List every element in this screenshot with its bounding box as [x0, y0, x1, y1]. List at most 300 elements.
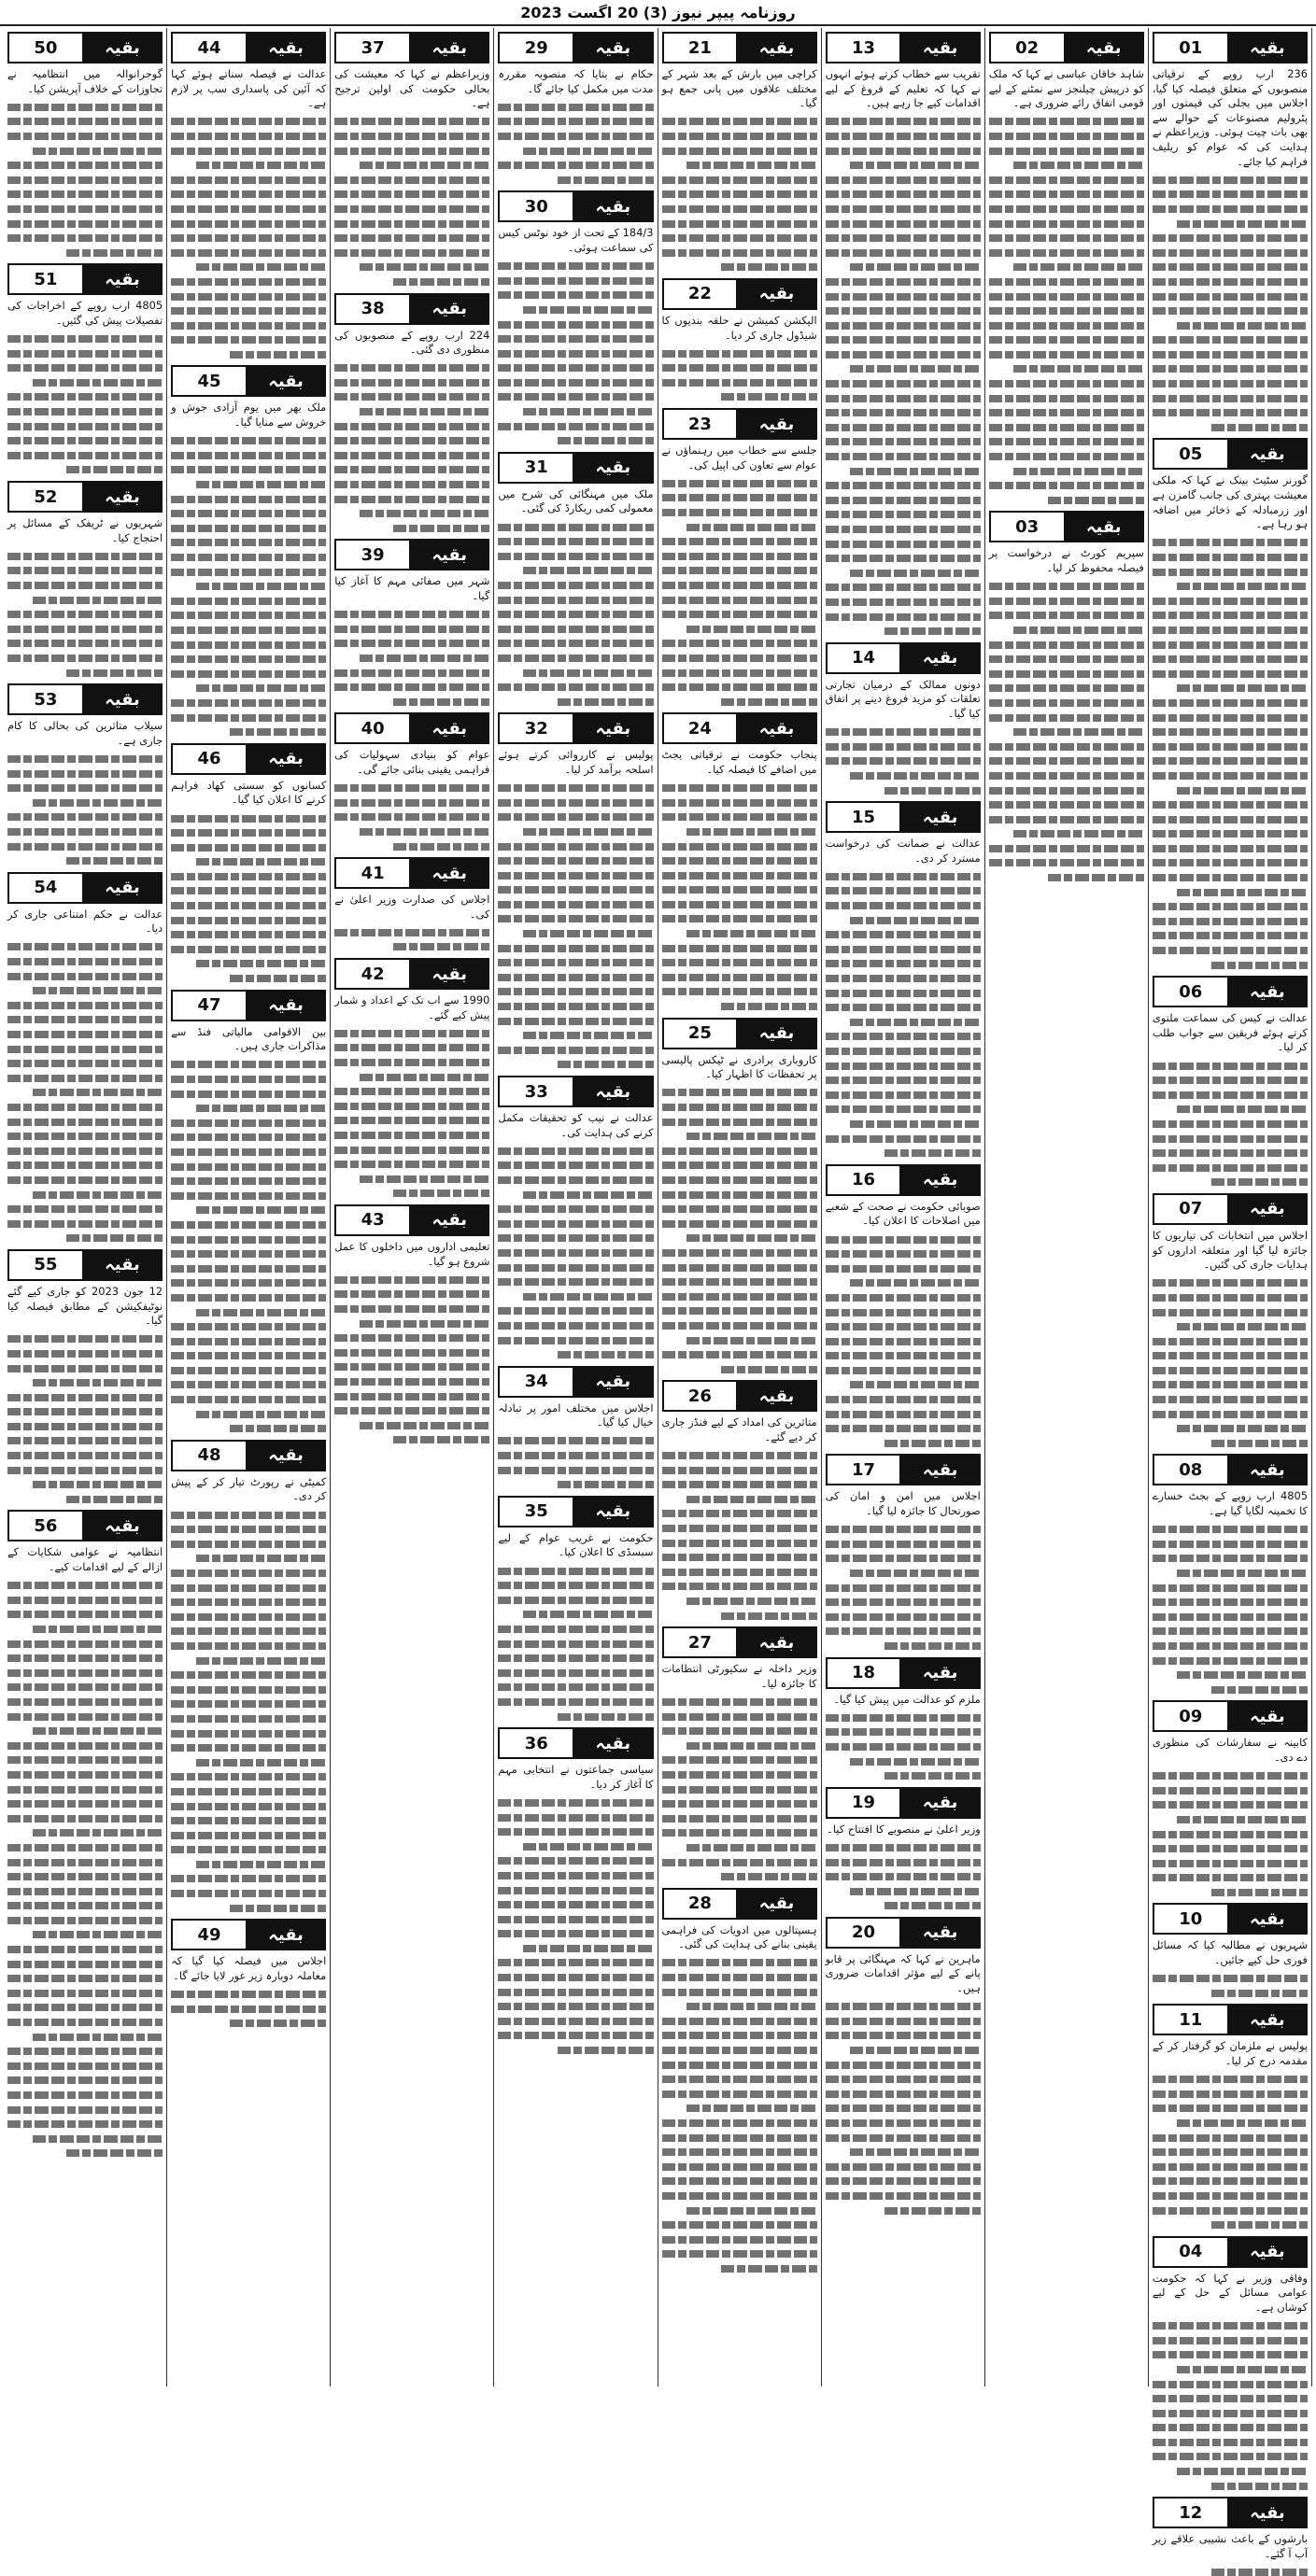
- text-line: [393, 943, 489, 950]
- text-line: [989, 336, 1144, 344]
- text-line: [662, 1205, 817, 1213]
- text-line: [7, 1859, 163, 1866]
- text-line: [826, 1396, 981, 1403]
- text-line: [498, 1278, 653, 1286]
- text-line: [884, 1642, 981, 1650]
- text-line: [498, 393, 653, 401]
- continued-label[interactable]: [498, 32, 653, 63]
- text-line: [498, 1249, 653, 1257]
- text-line: [7, 408, 163, 415]
- story-text: عدالت نے کیس کی سماعت ملتوی کرتے ہوئے فریقین سے جواب طلب کر لیا۔: [1152, 1011, 1308, 1054]
- continued-label[interactable]: [662, 1626, 817, 1658]
- text-line: [171, 322, 326, 330]
- text-line: [662, 2090, 817, 2098]
- text-line: [498, 1698, 653, 1706]
- text-line: [7, 813, 163, 821]
- continued-label[interactable]: [1153, 1193, 1308, 1225]
- text-lines: [498, 262, 653, 444]
- continued-story: [1153, 2497, 1308, 2576]
- text-line: [498, 1234, 653, 1242]
- text-line: [171, 829, 326, 837]
- text-line: [1153, 1526, 1308, 1533]
- text-line: [826, 1859, 981, 1866]
- text-line: [7, 393, 163, 401]
- continued-label[interactable]: [826, 32, 981, 63]
- story-text: پنجاب حکومت نے ترقیاتی بجٹ میں اضافے کا فیصلہ کیا۔: [661, 748, 817, 776]
- text-line: [662, 234, 817, 242]
- story-text: عدالت نے فیصلہ سناتے ہوئے کہا کہ آئین کی پاسداری سب پر لازم ہے۔: [171, 67, 327, 110]
- continued-label[interactable]: [662, 1888, 817, 1920]
- continued-label[interactable]: [1153, 1903, 1308, 1935]
- continued-word: بقیہ: [248, 1442, 324, 1470]
- text-line: [662, 350, 817, 358]
- continued-label[interactable]: [171, 1919, 326, 1950]
- text-line: [171, 234, 326, 242]
- text-line: [334, 190, 489, 198]
- text-line: [662, 1220, 817, 1228]
- continued-label[interactable]: [662, 32, 817, 63]
- story-text: سیلاب متاثرین کی بحالی کا کام جاری ہے۔: [7, 719, 163, 747]
- text-line: [171, 612, 326, 619]
- text-line: [171, 1671, 326, 1679]
- text-line: [1153, 380, 1308, 387]
- text-line: [7, 1654, 163, 1662]
- continued-number: 15: [828, 803, 902, 831]
- continued-story: [662, 32, 817, 271]
- text-line: [826, 220, 981, 228]
- continued-number: 47: [173, 992, 248, 1020]
- continued-label[interactable]: [1153, 976, 1308, 1007]
- story-text: بین الاقوامی مالیاتی فنڈ سے مذاکرات جاری ہیں۔: [171, 1024, 327, 1053]
- text-line: [662, 1698, 817, 1706]
- continued-label[interactable]: [334, 857, 489, 889]
- text-line: [1013, 626, 1144, 634]
- text-lines: [826, 1526, 981, 1650]
- text-line: [662, 249, 817, 257]
- continued-label[interactable]: [498, 190, 653, 222]
- continued-story: [7, 683, 163, 865]
- continued-word: بقیہ: [1229, 978, 1306, 1006]
- text-line: [498, 364, 653, 372]
- continued-label[interactable]: [7, 1249, 163, 1281]
- text-line: [498, 1857, 653, 1865]
- continued-label[interactable]: [1153, 1700, 1308, 1732]
- text-line: [989, 757, 1144, 765]
- text-line: [662, 1583, 817, 1590]
- text-line: [171, 510, 326, 517]
- continued-label[interactable]: [498, 1366, 653, 1398]
- text-line: [989, 220, 1144, 228]
- text-line: [850, 365, 981, 373]
- text-line: [826, 351, 981, 359]
- text-line: [498, 1669, 653, 1677]
- text-line: [826, 1048, 981, 1055]
- text-line: [1211, 1990, 1308, 1997]
- text-line: [662, 1569, 817, 1576]
- text-line: [523, 1032, 654, 1039]
- continued-number: 37: [336, 34, 411, 62]
- continued-story: [334, 857, 489, 950]
- text-line: [662, 205, 817, 213]
- continued-label[interactable]: [498, 1727, 653, 1759]
- continued-label[interactable]: [662, 1380, 817, 1412]
- text-line: [662, 886, 817, 894]
- text-line: [662, 2018, 817, 2025]
- continued-label[interactable]: [7, 1510, 163, 1541]
- text-line: [171, 1163, 326, 1171]
- text-line: [850, 1120, 981, 1128]
- text-line: [1153, 947, 1308, 954]
- text-line: [7, 755, 163, 763]
- text-line: [826, 438, 981, 445]
- text-line: [1153, 903, 1308, 910]
- text-line: [334, 813, 489, 821]
- continued-label[interactable]: [1153, 1454, 1308, 1485]
- continued-label[interactable]: [171, 990, 326, 1021]
- text-line: [498, 655, 653, 662]
- continued-story: [498, 1727, 653, 2054]
- continued-label[interactable]: [1153, 32, 1308, 63]
- continued-word: بقیہ: [411, 295, 488, 323]
- continued-story: [498, 452, 653, 706]
- text-line: [662, 974, 817, 981]
- continued-word: بقیہ: [84, 483, 161, 511]
- text-line: [1153, 714, 1308, 722]
- text-line: [334, 784, 489, 792]
- text-line: [171, 1352, 326, 1359]
- story-text: تقریب سے خطاب کرتے ہوئے انہوں نے کہا کہ تعلیم کے فروغ کے لیے اقدامات کیے جا رہے ہیں۔: [825, 67, 981, 110]
- continued-label[interactable]: [171, 743, 326, 775]
- continued-label[interactable]: [498, 452, 653, 484]
- continued-number: 56: [9, 1512, 84, 1540]
- continued-label[interactable]: [498, 1076, 653, 1107]
- text-line: [1177, 1323, 1308, 1330]
- text-line: [558, 698, 654, 706]
- text-lines: [171, 118, 326, 359]
- text-line: [498, 597, 653, 604]
- text-line: [826, 205, 981, 213]
- text-line: [498, 857, 653, 865]
- text-line: [662, 2221, 817, 2229]
- text-line: [989, 118, 1144, 125]
- text-lines: [1153, 539, 1308, 968]
- continued-label[interactable]: [662, 1018, 817, 1049]
- text-lines: [334, 611, 489, 706]
- text-lines: [1153, 1772, 1308, 1896]
- text-lines: [1153, 1279, 1308, 1447]
- continued-story: [334, 1204, 489, 1443]
- text-line: [850, 1381, 981, 1388]
- text-line: [334, 148, 489, 155]
- text-line: [1211, 2483, 1308, 2490]
- story-text: بارشوں کے باعث نشیبی علاقے زیر آب آ گئے۔: [1152, 2532, 1308, 2560]
- text-line: [171, 902, 326, 909]
- story-text: اجلاس میں انتخابات کی تیاریوں کا جائزہ لیا گیا اور متعلقہ اداروں کو ہدایات جاری کی گئیں۔: [1152, 1228, 1308, 1272]
- text-line: [662, 364, 817, 372]
- continued-word: بقیہ: [574, 454, 651, 482]
- text-line: [171, 437, 326, 444]
- text-line: [66, 466, 163, 473]
- continued-label[interactable]: [171, 32, 326, 63]
- text-line: [662, 2236, 817, 2244]
- text-line: [7, 1597, 163, 1604]
- text-line: [498, 553, 653, 560]
- text-line: [7, 1220, 163, 1228]
- text-lines: [498, 784, 653, 1068]
- story-text: حکومت نے غریب عوام کے لیے سبسڈی کا اعلان کیا۔: [498, 1530, 654, 1559]
- text-line: [989, 293, 1144, 301]
- continued-number: 21: [664, 34, 739, 62]
- text-line: [334, 1363, 489, 1371]
- text-line: [7, 958, 163, 965]
- continued-label[interactable]: [498, 1496, 653, 1527]
- continued-label[interactable]: [7, 263, 163, 295]
- text-line: [662, 843, 817, 851]
- text-line: [662, 857, 817, 865]
- continued-label[interactable]: [1153, 2004, 1308, 2035]
- text-line: [850, 1279, 981, 1287]
- text-line: [393, 525, 489, 532]
- text-line: [171, 249, 326, 257]
- text-line: [662, 597, 817, 604]
- continued-word: بقیہ: [901, 1789, 978, 1817]
- text-line: [334, 1030, 489, 1037]
- story-text: شہریوں نے مطالبہ کیا کہ مسائل فوری حل کیے جائیں۔: [1152, 1938, 1308, 1967]
- continued-number: 01: [1154, 34, 1229, 62]
- text-line: [1153, 1874, 1308, 1881]
- text-line: [1153, 598, 1308, 605]
- continued-word: بقیہ: [84, 265, 161, 293]
- text-line: [171, 1832, 326, 1839]
- continued-number: 19: [828, 1789, 902, 1817]
- text-line: [171, 190, 326, 198]
- continued-label[interactable]: [1153, 2497, 1308, 2528]
- continued-label[interactable]: [826, 642, 981, 674]
- text-line: [33, 597, 163, 604]
- story-text: عوام کو بنیادی سہولیات کی فراہمی یقینی بنائی جائے گی۔: [334, 748, 490, 776]
- text-line: [662, 1554, 817, 1561]
- text-line: [1153, 176, 1308, 184]
- text-line: [171, 699, 326, 707]
- continued-word: بقیہ: [574, 1498, 651, 1526]
- text-line: [498, 1901, 653, 1908]
- text-line: [826, 960, 981, 967]
- text-line: [662, 1089, 817, 1096]
- continued-label[interactable]: [826, 801, 981, 833]
- text-line: [171, 1890, 326, 1897]
- continued-label[interactable]: [498, 712, 653, 744]
- text-line: [334, 481, 489, 488]
- text-line: [7, 437, 163, 444]
- text-line: [826, 1728, 981, 1736]
- continued-label[interactable]: [7, 481, 163, 513]
- story-text: عدالت نے ضمانت کی درخواست مسترد کر دی۔: [825, 837, 981, 865]
- text-line: [989, 583, 1144, 590]
- continued-label[interactable]: [171, 365, 326, 397]
- text-line: [1153, 2381, 1308, 2388]
- continued-story: [498, 190, 653, 444]
- text-lines: [662, 1698, 817, 1880]
- continued-label[interactable]: [1153, 438, 1308, 470]
- text-line: [171, 1730, 326, 1738]
- text-line: [989, 351, 1144, 359]
- text-line: [334, 437, 489, 444]
- continued-label[interactable]: [334, 293, 489, 325]
- continued-label[interactable]: [826, 1917, 981, 1949]
- continued-label[interactable]: [334, 1204, 489, 1236]
- continued-label[interactable]: [826, 1657, 981, 1689]
- continued-story: [826, 1787, 981, 1910]
- continued-number: 18: [828, 1659, 902, 1687]
- continued-word: بقیہ: [738, 1628, 814, 1656]
- text-line: [334, 1103, 489, 1110]
- text-line: [826, 2119, 981, 2127]
- text-line: [171, 1367, 326, 1374]
- text-line: [498, 524, 653, 531]
- continued-story: [826, 642, 981, 795]
- text-line: [360, 408, 490, 415]
- continued-label[interactable]: [7, 683, 163, 715]
- continued-story: [1153, 1700, 1308, 1896]
- continued-label[interactable]: [989, 32, 1144, 63]
- text-line: [826, 555, 981, 562]
- text-line: [196, 1861, 327, 1868]
- continued-word: بقیہ: [738, 34, 814, 62]
- text-line: [826, 1250, 981, 1258]
- news-column: [984, 28, 1148, 2386]
- text-lines: [334, 784, 489, 850]
- continued-label[interactable]: [826, 1787, 981, 1819]
- news-column: [166, 28, 330, 2386]
- text-line: [850, 1888, 981, 1895]
- text-line: [826, 336, 981, 344]
- text-line: [334, 640, 489, 647]
- text-line: [360, 1175, 490, 1183]
- text-line: [1153, 2090, 1308, 2098]
- continued-label[interactable]: [334, 32, 489, 63]
- continued-number: 39: [336, 541, 411, 569]
- text-line: [171, 1991, 326, 1998]
- continued-number: 13: [828, 34, 902, 62]
- text-line: [66, 249, 163, 257]
- text-lines: [498, 524, 653, 706]
- text-line: [826, 148, 981, 155]
- continued-label[interactable]: [989, 511, 1144, 542]
- text-line: [7, 828, 163, 836]
- text-line: [7, 1119, 163, 1126]
- text-line: [1153, 554, 1308, 561]
- text-line: [7, 784, 163, 792]
- text-line: [850, 2047, 981, 2054]
- continued-number: 40: [336, 714, 411, 742]
- text-lines: [662, 480, 817, 706]
- continued-label[interactable]: [334, 539, 489, 570]
- text-line: [662, 1510, 817, 1517]
- text-line: [360, 655, 490, 662]
- continued-label[interactable]: [662, 408, 817, 440]
- continued-number: 27: [664, 1628, 739, 1656]
- story-text: 1990 سے اب تک کے اعداد و شمار پیش کیے گئے۔: [334, 993, 490, 1021]
- text-line: [1153, 1309, 1308, 1316]
- continued-story: [171, 1919, 326, 2027]
- continued-word: بقیہ: [84, 874, 161, 902]
- continued-label[interactable]: [826, 1164, 981, 1196]
- text-line: [7, 1844, 163, 1851]
- continued-story: [826, 1454, 981, 1650]
- text-line: [7, 1800, 163, 1808]
- text-line: [171, 1613, 326, 1621]
- continued-label[interactable]: [1153, 2236, 1308, 2268]
- text-line: [989, 307, 1144, 315]
- text-line: [826, 1323, 981, 1330]
- text-line: [360, 263, 490, 271]
- continued-label[interactable]: [334, 958, 489, 990]
- text-line: [498, 118, 653, 125]
- text-line: [7, 1713, 163, 1721]
- continued-word: بقیہ: [901, 1919, 978, 1947]
- continued-label[interactable]: [826, 1454, 981, 1485]
- text-line: [826, 424, 981, 431]
- text-line: [662, 1278, 817, 1286]
- continued-label[interactable]: [171, 1440, 326, 1471]
- text-line: [1153, 1642, 1308, 1650]
- text-line: [826, 1265, 981, 1273]
- text-line: [1153, 409, 1308, 416]
- text-line: [662, 133, 817, 140]
- text-line: [1153, 1294, 1308, 1302]
- story-text: ہسپتالوں میں ادویات کی فراہمی یقینی بنانے کی ہدایت کی گئی۔: [661, 1922, 817, 1951]
- text-line: [498, 1654, 653, 1662]
- text-line: [7, 2106, 163, 2114]
- text-line: [1153, 1975, 1308, 1982]
- text-line: [7, 190, 163, 198]
- text-line: [989, 641, 1144, 649]
- text-line: [1153, 2410, 1308, 2417]
- text-lines: [7, 943, 163, 1242]
- text-line: [7, 655, 163, 662]
- text-line: [1153, 234, 1308, 242]
- continued-story: [334, 293, 489, 532]
- text-line: [171, 569, 326, 576]
- text-line: [826, 1236, 981, 1244]
- text-line: [7, 1176, 163, 1184]
- text-lines: [1153, 2322, 1308, 2490]
- text-line: [196, 684, 327, 692]
- continued-number: 52: [9, 483, 84, 511]
- continued-label[interactable]: [662, 278, 817, 310]
- text-line: [662, 1191, 817, 1199]
- text-line: [686, 1337, 817, 1344]
- continued-label[interactable]: [7, 32, 163, 63]
- text-line: [498, 1307, 653, 1315]
- continued-number: 50: [9, 34, 84, 62]
- text-line: [334, 1117, 489, 1124]
- text-line: [1153, 1338, 1308, 1345]
- text-line: [523, 1611, 654, 1618]
- continued-label[interactable]: [334, 712, 489, 744]
- text-line: [334, 611, 489, 618]
- text-line: [171, 714, 326, 722]
- text-line: [33, 1481, 163, 1488]
- text-line: [7, 1365, 163, 1372]
- text-line: [171, 1294, 326, 1302]
- continued-label[interactable]: [662, 712, 817, 744]
- continued-label[interactable]: [7, 872, 163, 904]
- story-text: 236 ارب روپے کے ترقیاتی منصوبوں کے متعلق فیصلہ کیا گیا، اجلاس میں بجلی کی قیمتوں اور پٹرولیم مصنوعات کے حوالے سے بھی بات چیت ہوئی۔ وزیراعظم نے ہدایت کی کہ عوام کو ریلیف فراہم کیا جائے۔: [1152, 67, 1308, 168]
- text-line: [1177, 2468, 1308, 2475]
- text-line: [826, 2192, 981, 2200]
- text-line: [1153, 263, 1308, 271]
